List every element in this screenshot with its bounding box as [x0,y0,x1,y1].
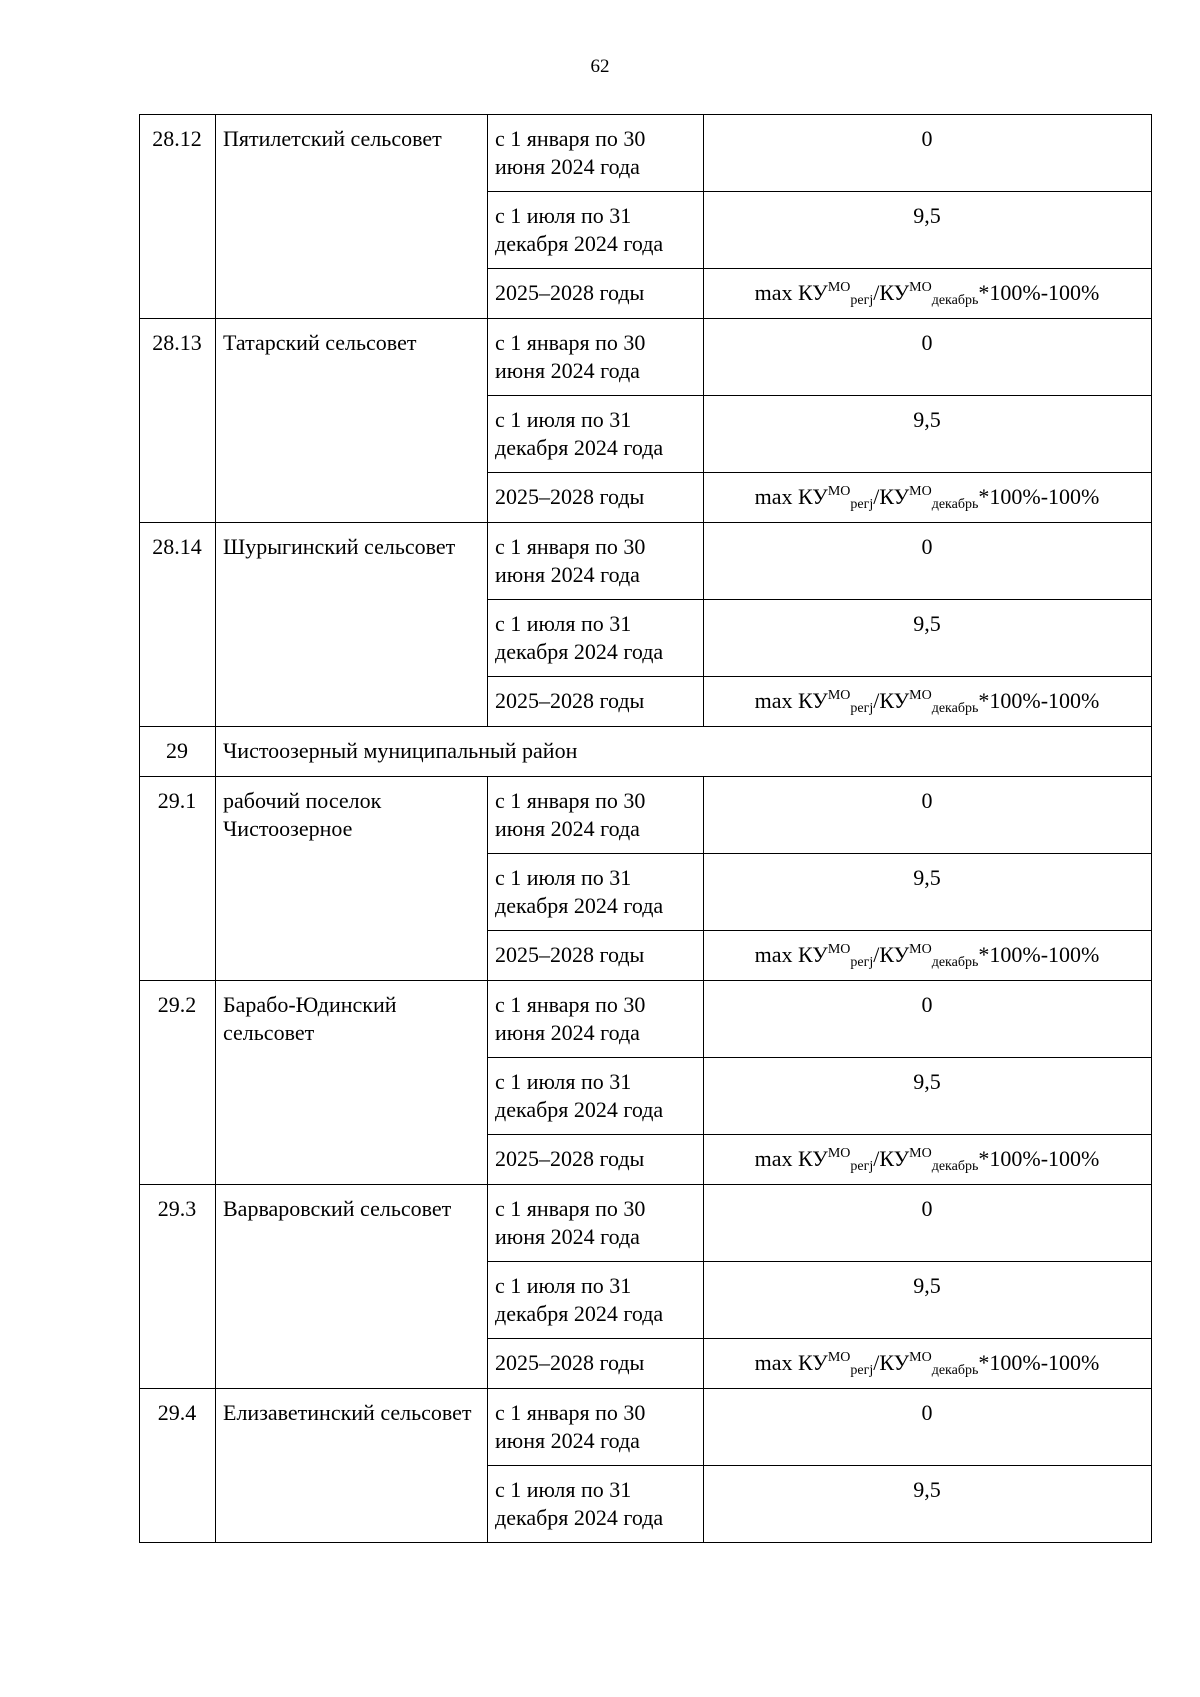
formula-sup: МО [827,280,851,295]
formula-sup: МО [909,688,932,703]
municipality-name: рабочий поселок Чистоозерное [216,777,488,981]
value-cell: 0 [704,523,1152,600]
formula-sub: декабрь [931,1363,979,1378]
period-cell: с 1 января по 30 июня 2024 года [488,115,704,192]
table-row [140,981,1152,1058]
period-cell: с 1 июля по 31 декабря 2024 года [488,1262,704,1339]
row-number: 29 [140,727,216,777]
value-cell: 9,5 [704,1262,1152,1339]
row-number: 29.3 [140,1185,216,1389]
formula-sub: декабрь [931,701,979,716]
period-cell: с 1 июля по 31 декабря 2024 года [488,1466,704,1543]
value-cell: 0 [704,777,1152,854]
value-cell: 0 [704,1389,1152,1466]
municipality-name: Шурыгинский сельсовет [216,523,488,727]
municipality-name: Барабо-Юдинский сельсовет [216,981,488,1185]
value-cell: 9,5 [704,854,1152,931]
formula-sub: регj [850,1159,874,1174]
formula-sub: регj [850,293,874,308]
period-cell: 2025–2028 годы [488,269,704,319]
table-row [140,727,1152,777]
formula [754,1146,1100,1174]
row-number: 29.2 [140,981,216,1185]
period-cell: с 1 июля по 31 декабря 2024 года [488,192,704,269]
page-number: 62 [590,56,610,77]
value-cell: 9,5 [704,1466,1152,1543]
value-cell: 0 [704,115,1152,192]
formula-sup: МО [827,1146,851,1161]
formula-cell [704,473,1152,523]
value-cell: 9,5 [704,1058,1152,1135]
table-row [140,115,1152,192]
row-number: 28.13 [140,319,216,523]
formula [754,942,1100,970]
period-cell: 2025–2028 годы [488,931,704,981]
formula-sup: МО [909,1350,932,1365]
municipality-name: Варваровский сельсовет [216,1185,488,1389]
period-cell: с 1 июля по 31 декабря 2024 года [488,854,704,931]
formula-sub: декабрь [931,497,979,512]
formula-sup: МО [827,688,851,703]
formula-suffix: *100%-100% [978,688,1100,713]
formula [754,1350,1100,1378]
table-row [140,1185,1152,1262]
formula-mid: /КУ [873,942,910,967]
period-cell: с 1 июля по 31 декабря 2024 года [488,1058,704,1135]
period-cell: с 1 января по 30 июня 2024 года [488,319,704,396]
formula-prefix: max КУ [754,1350,828,1375]
formula-sup: МО [909,1146,932,1161]
formula [754,688,1100,716]
municipality-name: Татарский сельсовет [216,319,488,523]
formula-prefix: max КУ [754,942,828,967]
formula-sub: декабрь [931,955,979,970]
formula-mid: /КУ [873,1146,910,1171]
formula-sup: МО [827,1350,851,1365]
value-cell: 0 [704,981,1152,1058]
period-cell: с 1 января по 30 июня 2024 года [488,1389,704,1466]
formula-sub: регj [850,1363,874,1378]
municipality-name: Елизаветинский сельсовет [216,1389,488,1543]
value-cell: 0 [704,319,1152,396]
formula-cell [704,1135,1152,1185]
formula-prefix: max КУ [754,280,828,305]
period-cell: 2025–2028 годы [488,473,704,523]
formula-sup: МО [827,942,851,957]
formula-sub: регj [850,701,874,716]
formula-cell [704,931,1152,981]
period-cell: 2025–2028 годы [488,1339,704,1389]
formula-cell [704,1339,1152,1389]
formula-suffix: *100%-100% [978,280,1100,305]
formula-sup: МО [909,484,932,499]
row-number: 29.4 [140,1389,216,1543]
formula-sup: МО [909,942,932,957]
formula-cell [704,269,1152,319]
formula-mid: /КУ [873,688,910,713]
municipality-name: Пятилетский сельсовет [216,115,488,319]
period-cell: с 1 января по 30 июня 2024 года [488,523,704,600]
period-cell: с 1 июля по 31 декабря 2024 года [488,600,704,677]
formula-sup: МО [827,484,851,499]
table-row [140,523,1152,600]
formula-sub: регj [850,497,874,512]
period-cell: с 1 января по 30 июня 2024 года [488,1185,704,1262]
district-name: Чистоозерный муниципальный район [216,727,1152,777]
table-row [140,777,1152,854]
value-cell: 0 [704,1185,1152,1262]
formula-sub: декабрь [931,1159,979,1174]
row-number: 28.14 [140,523,216,727]
value-cell: 9,5 [704,600,1152,677]
row-number: 29.1 [140,777,216,981]
period-cell: с 1 июля по 31 декабря 2024 года [488,396,704,473]
table-row [140,319,1152,396]
formula-prefix: max КУ [754,1146,828,1171]
tariff-table [139,114,1152,1543]
formula-suffix: *100%-100% [978,1146,1100,1171]
period-cell: 2025–2028 годы [488,677,704,727]
table-row [140,1389,1152,1466]
formula-prefix: max КУ [754,688,828,713]
formula-suffix: *100%-100% [978,942,1100,967]
period-cell: 2025–2028 годы [488,1135,704,1185]
period-cell: с 1 января по 30 июня 2024 года [488,981,704,1058]
formula-sub: регj [850,955,874,970]
formula-sub: декабрь [931,293,979,308]
formula-mid: /КУ [873,1350,910,1375]
formula-suffix: *100%-100% [978,484,1100,509]
formula [754,484,1100,512]
value-cell: 9,5 [704,192,1152,269]
formula-sup: МО [909,280,932,295]
formula [754,280,1100,308]
formula-mid: /КУ [873,484,910,509]
formula-suffix: *100%-100% [978,1350,1100,1375]
value-cell: 9,5 [704,396,1152,473]
period-cell: с 1 января по 30 июня 2024 года [488,777,704,854]
formula-cell [704,677,1152,727]
formula-mid: /КУ [873,280,910,305]
formula-prefix: max КУ [754,484,828,509]
row-number: 28.12 [140,115,216,319]
